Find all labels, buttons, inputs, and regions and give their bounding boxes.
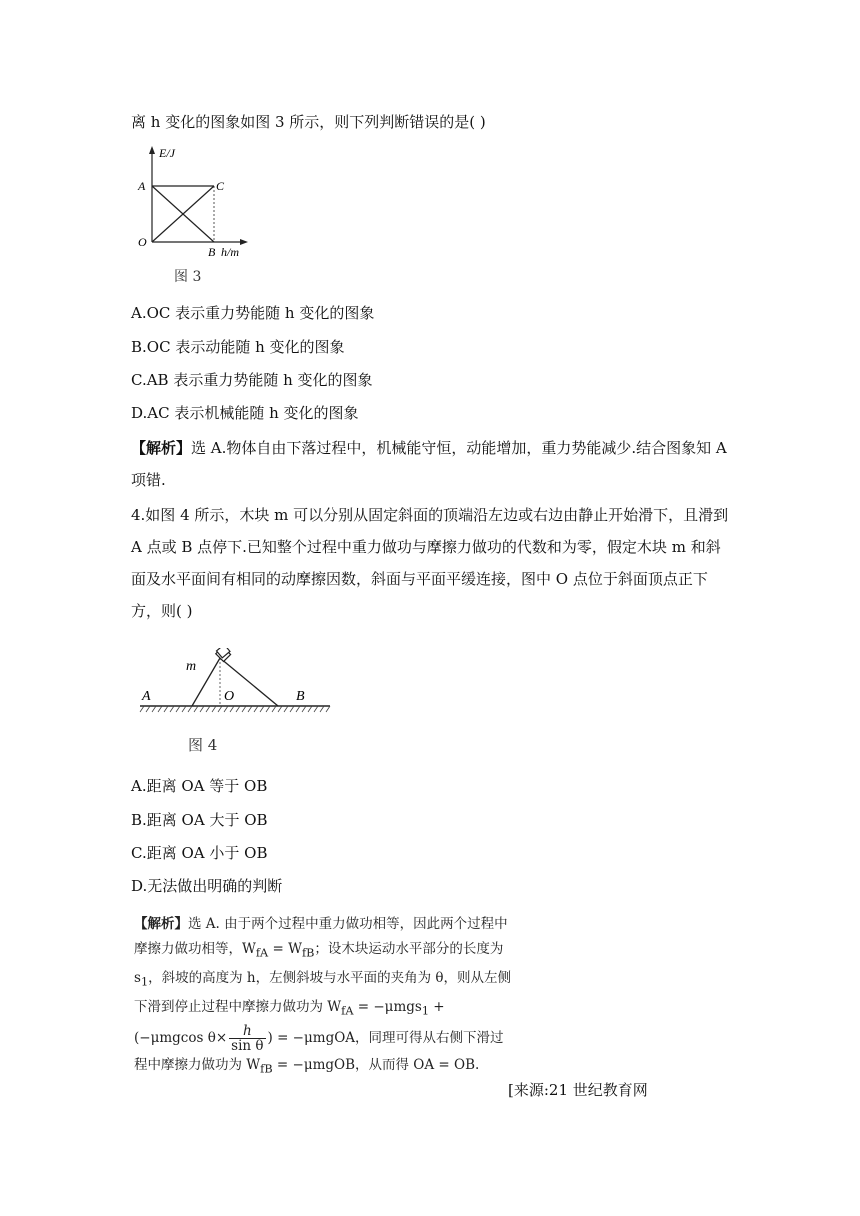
figure-4-caption: 图 4 bbox=[188, 736, 218, 754]
analysis-line4: = −μmgs bbox=[353, 998, 422, 1015]
analysis-text: 选 A.物体自由下落过程中，机械能守恒，动能增加，重力势能减少.结合图象知 A 项错. bbox=[131, 439, 727, 489]
q3-option-a: A.OC 表示重力势能随 h 变化的图象 bbox=[131, 304, 375, 322]
q4-option-a: A.距离 OA 等于 OB bbox=[131, 777, 268, 795]
question-intro: 离 h 变化的图象如图 3 所示，则下列判断错误的是( ) bbox=[131, 113, 486, 131]
point-B-label: B bbox=[208, 245, 216, 259]
point-A-label: A bbox=[142, 689, 151, 704]
point-B-label: B bbox=[296, 689, 305, 704]
fraction-numerator: h bbox=[229, 1024, 265, 1039]
analysis-line7: = −μmgOB，从而得 OA = OB. bbox=[272, 1057, 480, 1074]
fraction-denominator: sin θ bbox=[231, 1038, 264, 1055]
question-4-stem: 4.如图 4 所示，木块 m 可以分别从固定斜面的顶端沿左边或右边由静止开始滑下，且滑到 A 点或 B 点停下.已知整个过程中重力做功与摩擦力做功的代数和为零，假定木块 m 和斜面及水平面间有相同的动摩擦因数，斜面与平面平缓连接，图中 O 点位于斜面顶点正下方，则( ) bbox=[131, 506, 729, 620]
analysis-line2: ；设木块运动水平部分的长度为 s bbox=[134, 940, 504, 986]
q4-option-b: B.距离 OA 大于 OB bbox=[131, 811, 268, 829]
analysis-line5: + (−μmgcos θ× bbox=[134, 998, 445, 1047]
point-C-label: C bbox=[216, 179, 225, 193]
fraction bbox=[229, 1024, 265, 1053]
analysis-eq: = W bbox=[268, 940, 302, 957]
w-fb2-subscript: fB bbox=[260, 1062, 273, 1076]
x-axis-label: h/m bbox=[221, 245, 239, 259]
q3-option-c: C.AB 表示重力势能随 h 变化的图象 bbox=[131, 371, 373, 389]
q3-analysis bbox=[131, 432, 731, 496]
figure-3-energy-graph bbox=[134, 142, 264, 282]
analysis-line1: 选 A. 由于两个过程中重力做功相等，因此两个过程中摩擦力做功相等，W bbox=[134, 916, 508, 957]
point-A-label: A bbox=[138, 179, 146, 193]
w-fb-subscript: fB bbox=[301, 946, 315, 960]
figure-3-caption: 图 3 bbox=[174, 269, 202, 285]
s1-subscript: 1 bbox=[140, 975, 149, 989]
q4-option-c: C.距离 OA 小于 OB bbox=[131, 844, 268, 862]
q3-option-d: D.AC 表示机械能随 h 变化的图象 bbox=[131, 404, 359, 422]
block-m-label: m bbox=[186, 659, 197, 674]
w-fa2-subscript: fA bbox=[341, 1004, 354, 1018]
point-O-label: O bbox=[138, 235, 147, 249]
analysis-tag: 【解析】 bbox=[134, 916, 188, 932]
analysis-line6: ) = −μmgOA，同理可得从右侧下滑过程中摩擦力做功为 W bbox=[134, 1030, 504, 1074]
source-note: [来源:21 世纪教育网 bbox=[508, 1081, 648, 1099]
q4-analysis bbox=[134, 912, 514, 1082]
s1b-subscript: 1 bbox=[421, 1004, 429, 1018]
point-O-label: O bbox=[224, 689, 235, 704]
analysis-tag: 【解析】 bbox=[131, 439, 192, 457]
y-axis-label: E/J bbox=[159, 146, 175, 160]
w-fa-subscript: fA bbox=[255, 946, 269, 960]
analysis-line3: ，斜坡的高度为 h，左侧斜坡与水平面的夹角为 θ，则从左侧下滑到停止过程中摩擦力做功为 W bbox=[134, 969, 512, 1015]
figure-4-incline-diagram bbox=[136, 648, 336, 718]
q3-option-b: B.OC 表示动能随 h 变化的图象 bbox=[131, 338, 345, 356]
q4-option-d: D.无法做出明确的判断 bbox=[131, 877, 283, 895]
